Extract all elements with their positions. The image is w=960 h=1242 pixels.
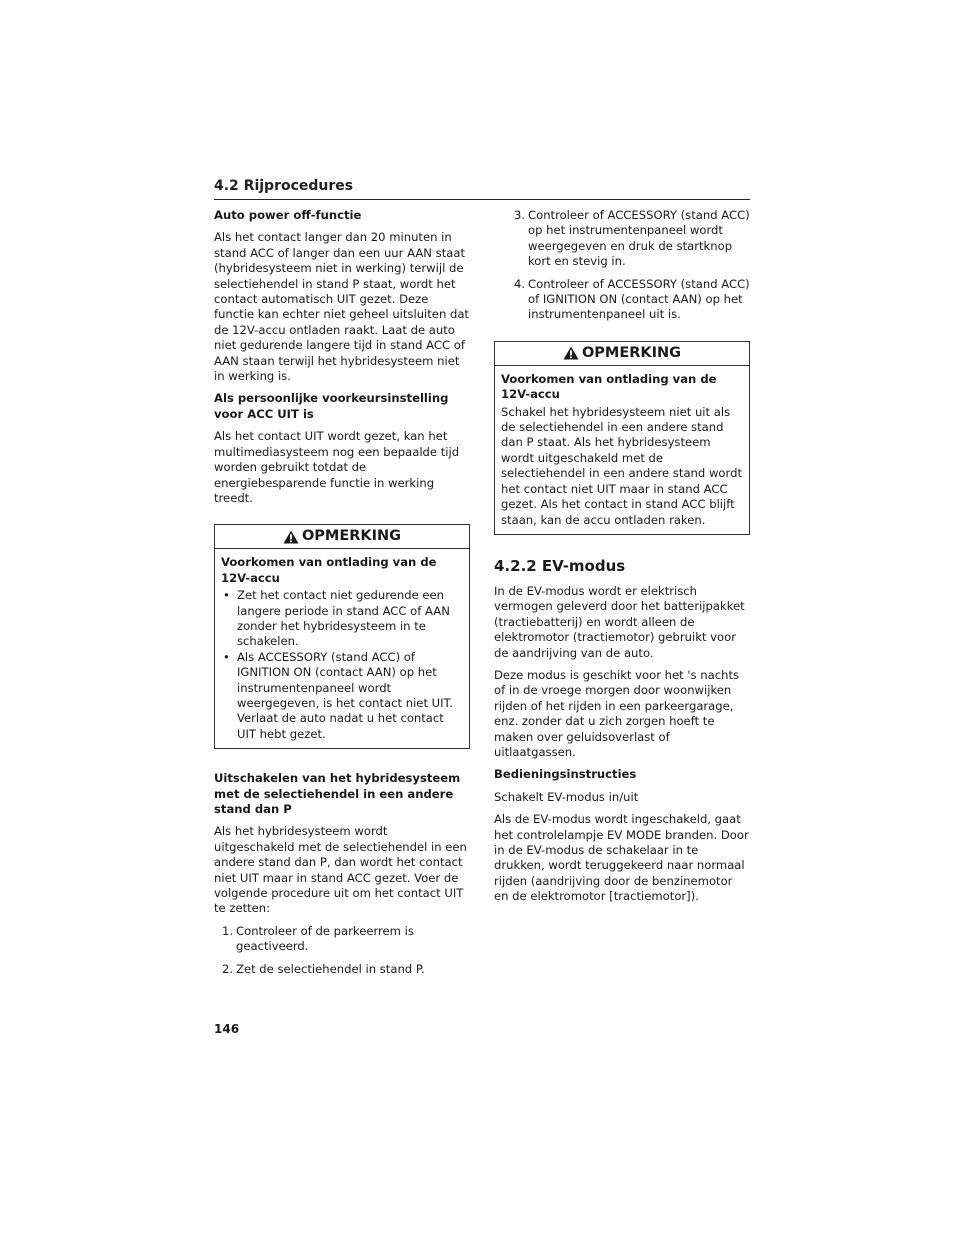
preference-heading: Als persoonlijke voorkeursinstelling voor ACC UIT is <box>214 391 449 421</box>
right-column <box>494 208 750 912</box>
procedure-step <box>214 924 470 955</box>
page-number: 146 <box>214 1022 240 1036</box>
note-label: OPMERKING <box>581 344 682 361</box>
note-bullet-text: Zet het contact niet gedurende een langere periode in stand ACC of AAN zonder het hybridesysteem in te schakelen. <box>237 588 450 649</box>
instructions-subtitle: Schakelt EV-modus in/uit <box>494 789 639 804</box>
step-number: 1. <box>222 923 234 938</box>
auto-power-heading: Auto power off-functie <box>214 208 362 222</box>
left-column <box>214 208 470 984</box>
note-body <box>215 549 469 748</box>
ev-paragraph-1: In de EV-modus wordt er elektrisch vermogen geleverd door het batterijpakket (tractiebatterij) en wordt alleen de elektromotor (tractiemotor) gebruikt voor de aandrijving van de auto. <box>494 583 745 660</box>
section-title-ev-mode: 4.2.2 EV-modus <box>494 556 626 575</box>
procedure-step <box>494 277 750 323</box>
ev-paragraph-2: Deze modus is geschikt voor het 's nachts of in de vroege morgen door woonwijken rijden of het rijden in een parkeergarage, enz. zonder dat u zich zorgen hoeft te maken over geluidsoverlast of uitlaatgassen. <box>494 667 740 759</box>
warning-triangle-icon <box>283 530 299 544</box>
instructions-heading: Bedieningsinstructies <box>494 767 637 782</box>
shutdown-heading: Uitschakelen van het hybridesysteem met de selectiehendel in een andere stand dan P <box>214 771 461 816</box>
preference-text: Als het contact UIT wordt gezet, kan het multimediasysteem nog een bepaalde tijd worden gebruikt totdat de energiebesparende functie in werking treedt. <box>214 429 460 505</box>
note-bullet-text: Als ACCESSORY (stand ACC) of IGNITION ON (contact AAN) op het instrumentenpaneel wordt weergegeven, is het contact niet UIT. Verlaat de auto nadat u het contact UIT hebt gezet. <box>237 649 453 741</box>
procedure-step <box>214 962 470 977</box>
note-header <box>495 342 749 366</box>
step-number: 3. <box>514 208 526 222</box>
note-bullet <box>221 650 465 742</box>
section-header-title: 4.2 Rijprocedures <box>214 178 354 194</box>
step-text: Controleer of ACCESSORY (stand ACC) op het instrumentenpaneel wordt weergegeven en druk de startknop kort en stevig in. <box>528 208 750 269</box>
note-bullet <box>221 588 465 650</box>
bullet-dot: • <box>223 649 230 664</box>
bullet-dot: • <box>223 588 230 603</box>
note-box-right <box>494 341 750 535</box>
step-text: Controleer of de parkeerrem is geactiveerd. <box>236 923 414 954</box>
note-text: Schakel het hybridesysteem niet uit als de selectiehendel in een andere stand dan P staat. Als het hybridesysteem wordt uitgeschakeld met de selectiehendel in een andere stand wordt het contact niet UIT maar in stand ACC gezet. Als het contact in stand ACC blijft staan, kan de accu ontladen raken. <box>501 404 742 527</box>
step-number: 4. <box>514 276 526 291</box>
auto-power-text: Als het contact langer dan 20 minuten in stand ACC of langer dan een uur AAN staat (hybridesysteem niet in werking) terwijl de selectiehendel in stand P staat, wordt het contact automatisch UIT gezet. Deze functie kan echter niet geheel uitsluiten dat de 12V-accu ontladen raakt. Laat de auto niet gedurende langere tijd in stand ACC of AAN staan terwijl het hybridesysteem niet in werking is. <box>214 230 469 384</box>
step-text: Zet de selectiehendel in stand P. <box>236 961 425 976</box>
procedure-step <box>494 208 750 270</box>
note-header <box>215 525 469 549</box>
shutdown-text: Als het hybridesysteem wordt uitgeschakeld met de selectiehendel in een andere stand dan P, dan wordt het contact niet UIT maar in stand ACC gezet. Voer de volgende procedure uit om het contact UIT te zetten: <box>214 824 467 916</box>
note-box-left <box>214 524 470 749</box>
header-divider <box>214 199 750 200</box>
note-title: Voorkomen van ontlading van de 12V-accu <box>221 555 437 585</box>
step-number: 2. <box>222 961 234 976</box>
warning-triangle-icon <box>563 346 579 360</box>
note-body <box>495 366 749 534</box>
note-title: Voorkomen van ontlading van de 12V-accu <box>501 371 717 402</box>
ev-paragraph-3: Als de EV-modus wordt ingeschakeld, gaat het controlelampje EV MODE branden. Door in de EV-modus de schakelaar in te drukken, wordt teruggekeerd naar normaal rijden (aandrijving door de benzinemotor en de elektromotor [tractiemotor]). <box>494 812 749 904</box>
step-text: Controleer of ACCESSORY (stand ACC) of IGNITION ON (contact AAN) op het instrumentenpaneel uit is. <box>528 276 750 322</box>
note-label: OPMERKING <box>301 528 402 545</box>
